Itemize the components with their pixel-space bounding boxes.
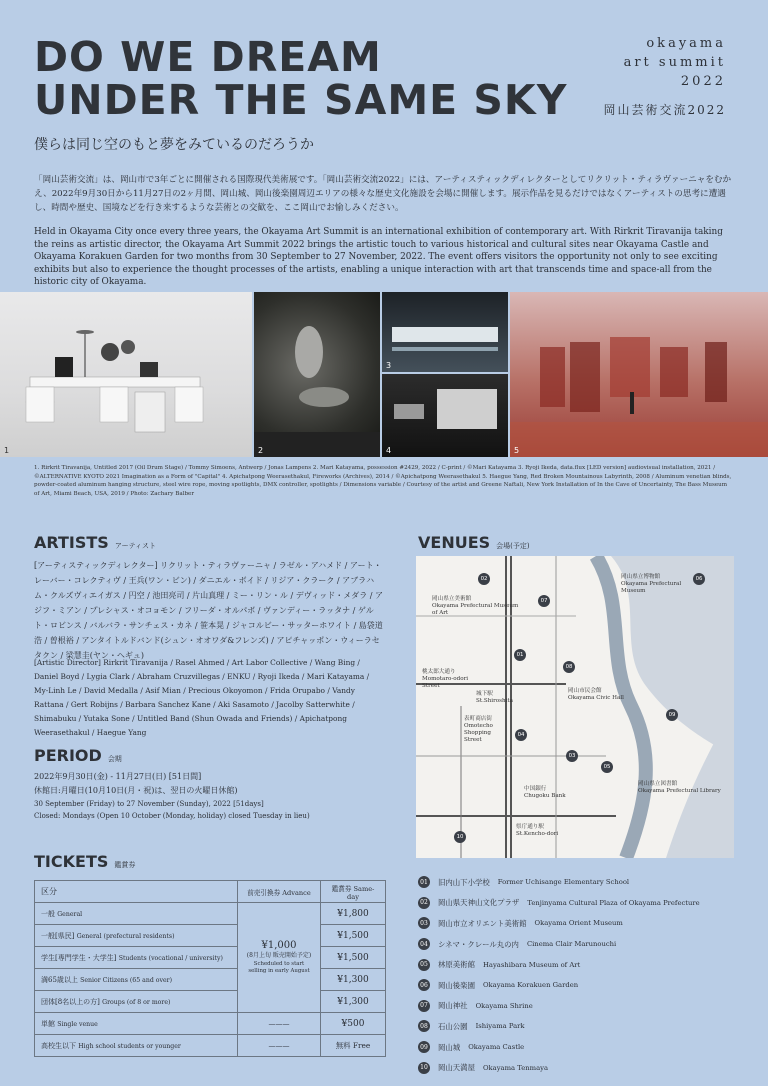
photo-number: 3 (386, 361, 392, 370)
col-category: 区分 (35, 881, 238, 903)
period-dates-jp: 2022年9月30日(金) - 11月27日(日) [51日間] (34, 772, 202, 781)
period-heading-jp: 会期 (107, 755, 122, 763)
ticket-category (35, 1035, 238, 1057)
period-text (34, 770, 384, 822)
advance-note-en: Scheduled to start selling in early August (248, 960, 310, 974)
ticket-category-jp: 高校生以下 (41, 1041, 76, 1050)
table-row (35, 947, 386, 969)
sameday-price: ¥1,500 (321, 947, 386, 969)
period-closed-jp: 休館日:月曜日(10月10日(月・祝)は、翌日の火曜日休館) (34, 786, 238, 795)
venues-heading (418, 533, 530, 552)
venue-name-jp: 岡山神社 (438, 1001, 468, 1011)
photo-fireworks (382, 374, 508, 457)
sameday-price: ¥1,500 (321, 925, 386, 947)
photo-number: 4 (386, 446, 392, 455)
ticket-category (35, 947, 238, 969)
drum-stage-illustration (0, 292, 252, 457)
venues-heading-jp: 会場(予定) (496, 542, 530, 550)
venue-name-jp: 岡山県天神山文化プラザ (438, 898, 520, 908)
map-pin-01: 01 (514, 649, 526, 661)
map-label-jp: 岡山市民会館 (568, 688, 602, 694)
map-label-en: St.Shiroshita (476, 698, 513, 704)
tickets-heading-jp: 鑑賞券 (114, 861, 136, 869)
map-label-en: Okayama Prefectural Museum of Art (432, 603, 519, 616)
sameday-price: ¥500 (321, 1013, 386, 1035)
map-label-library (638, 781, 728, 795)
list-item (418, 913, 738, 934)
map-pin-07: 07 (538, 595, 550, 607)
map-pin-05: 05 (601, 761, 613, 773)
venue-name-jp: 石山公園 (438, 1021, 468, 1031)
ticket-category-en: General (57, 910, 83, 918)
ticket-category-jp: 団体[8名以上の方] (41, 997, 100, 1006)
map-pin-03: 03 (566, 750, 578, 762)
venue-name-jp: シネマ・クレール丸の内 (438, 939, 519, 949)
col-sameday: 鑑賞券 Same-day (321, 881, 386, 903)
photo-number: 2 (258, 446, 264, 455)
venue-name-jp: 林原美術館 (438, 960, 475, 970)
venue-name-en: Okayama Tenmaya (482, 1063, 549, 1072)
table-row (35, 991, 386, 1013)
map-label-jp: 城下駅 (476, 691, 493, 697)
venues-heading-en: VENUES (418, 533, 491, 552)
list-item (418, 996, 738, 1017)
photo-data-flux (382, 292, 508, 372)
intro-jp: 「岡山芸術交流」は、岡山市で3年ごとに開催される国際現代美術展です。「岡山芸術交流2022」には、アーティスティックディレクターとしてリクリット・ティラヴァーニャをむかえ、2022年9月30日から11月27日の2ヶ月間、岡山城、岡山後楽園周辺エリアの様々な歴史文化施設を会場に開催します。展示作品を見るだけではなくアーティストの思考に遭遇し、時間や歴史、国境などを行き来するような芸術との交歓を、ここ岡山でお愉しみください。 (34, 175, 732, 213)
ticket-category-jp: 満65歳以上 (41, 975, 78, 984)
photo-number: 1 (4, 446, 10, 455)
ticket-category (35, 903, 238, 925)
map-label-chugoku-bank (524, 786, 584, 800)
map-label-jp: 岡山県立美術館 (432, 596, 472, 602)
period-heading-en: PERIOD (34, 746, 102, 765)
venue-number: 03 (418, 917, 430, 929)
ticket-category-jp: 一般[県民] (41, 931, 75, 940)
venue-number: 08 (418, 1020, 430, 1032)
photo-strip (0, 292, 768, 457)
map-label-en: Omotecho Shopping Street (464, 723, 493, 743)
title-line-2: UNDER THE SAME SKY (34, 76, 568, 124)
venue-name-jp: 岡山天満屋 (438, 1063, 475, 1073)
photo-caption: 1. Rirkrit Tiravanija, Untitled 2017 (Oil Drum Stage) / Tommy Simoens, Antwerp / Jonas Lampens 2. Mari Katayama, possession #2429, 2022 / C-print / ©Mari Katayama 3. Ryoji Ikeda, data.flux [LED version] audiovisual installation, 2021 / ©ALTERNATIVE KYOTO 2021 Imagination as a Form of "Capital" 4. Apichatpong Weerasethakul, Fireworks (Archives), 2014 / ©Apichatpong Weerasethakul 5. Haegue Yang, Red Broken Mountainous Labyrinth, 2008 / Aluminum venetian blinds, powder-coated aluminum hanging structure, steel wire rope, moving spotlights, DMX controller, spotlights / Dimensions variable / Courtesy of the artist and Greene Naftali, New York Installation of In the Cave of Uncertainty, The Bass Museum of Art, Miami Beach, USA, 2019 / Photo: Zachary Balber (34, 465, 732, 497)
screen-illustration (382, 374, 508, 457)
list-item (418, 872, 738, 893)
map-pin-10: 10 (454, 831, 466, 843)
map-label-en: Okayama Civic Hall (568, 695, 624, 701)
venue-number: 10 (418, 1062, 430, 1074)
ticket-table (34, 880, 386, 1057)
venue-name-en: Okayama Shrine (475, 1001, 533, 1010)
period-closed-en: Closed: Mondays (Open 10 October (Monday, holiday) closed Tuesday in lieu) (34, 812, 310, 820)
photo-labyrinth (510, 292, 768, 457)
list-item (418, 1016, 738, 1037)
ticket-category-jp: 単館 (41, 1019, 55, 1028)
ticket-category-en: Groups (of 8 or more) (102, 998, 171, 1006)
table-row (35, 1035, 386, 1057)
title-line-1: DO WE DREAM (34, 33, 382, 81)
artists-heading-en: ARTISTS (34, 533, 109, 552)
venue-name-en: Okayama Castle (468, 1043, 525, 1052)
map-label-shiroshita (476, 691, 526, 705)
ticket-header-row (35, 881, 386, 903)
figure-illustration (254, 292, 380, 457)
map-label-jp: 桃太郎大通り (422, 669, 456, 675)
ticket-category-en: Single venue (57, 1020, 98, 1028)
brand-line-3: 2022 (680, 74, 726, 89)
table-row (35, 969, 386, 991)
brand-line-2: art summit (623, 55, 726, 70)
col-advance: 前売引換券 Advance (238, 881, 321, 903)
map-label-pref-museum (432, 596, 522, 617)
map-label-en: Okayama Prefectural Library (638, 788, 721, 794)
ticket-category (35, 925, 238, 947)
map-label-jp: 中国銀行 (524, 786, 547, 792)
advance-note-jp: (8月上旬 販売開始予定) (246, 951, 312, 959)
venue-name-jp: 旧内山下小学校 (438, 877, 490, 887)
tickets-heading (34, 852, 135, 871)
period-heading (34, 746, 122, 765)
ticket-category-en: High school students or younger (78, 1042, 181, 1050)
photo-oil-drum-stage (0, 292, 252, 457)
table-row (35, 1013, 386, 1035)
map-label-en: Okayama Prefectural Museum (621, 581, 682, 594)
map-pin-02: 02 (478, 573, 490, 585)
list-item (418, 975, 738, 996)
list-item (418, 893, 738, 914)
sameday-price: ¥1,800 (321, 903, 386, 925)
map-label-civic-hall (568, 688, 648, 702)
venue-map (416, 556, 734, 858)
venue-number: 01 (418, 876, 430, 888)
venue-name-jp: 岡山市立オリエント美術館 (438, 918, 527, 928)
subtitle: 僕らは同じ空のもと夢をみているのだろうか (34, 137, 314, 153)
photo-number: 5 (514, 446, 520, 455)
ticket-category (35, 1013, 238, 1035)
ticket-category-jp: 一般 (41, 909, 55, 918)
venue-list (418, 872, 738, 1078)
ticket-category-jp: 学生[専門学生・大学生] (41, 953, 117, 962)
tickets-heading-en: TICKETS (34, 852, 109, 871)
venue-name-en: Hayashibara Museum of Art (482, 960, 581, 969)
list-item (418, 1037, 738, 1058)
ticket-category (35, 969, 238, 991)
intro-en: Held in Okayama City once every three years, the Okayama Art Summit is an international exhibition of contemporary art. With Rirkrit Tiravanija taking the reins as artistic director, the Okayama Art Summit 2022 brings the artistic touch to various historical and cultural sites near Okayama Castle and Okayama Korakuen Garden for two months from 30 September to 27 November, 2022. The event offers visitors the opportunity not only to see exciting exhibits but also to experience the thought processes of the artists, enabling a unique interaction with art that transcends time and space-all from the historic city of Okayama. (34, 227, 723, 288)
map-pin-08: 08 (563, 661, 575, 673)
venue-number: 06 (418, 979, 430, 991)
brand-line-1: okayama (646, 36, 726, 51)
brand-block (603, 34, 726, 120)
map-label-jp: 表町商店街 (464, 716, 492, 722)
artists-heading (34, 533, 156, 552)
artists-list-en: [Artistic Director] Rirkrit Tiravanija / Rasel Ahmed / Art Labor Collective / Wang Bing / Daniel Boyd / Lygia Clark / Abraham Cruzvillegas / ENKU / Ryoji Ikeda / Mari Katayama / My-Linh Le / David Medalla / Asif Mian / Precious Okoyomon / Frida Orupabo / Vandy Rattana / Gert Robijns / Barbara Sanchez Kane / Aki Sasamoto / Jacolby Satterwhite / Shimabuku / Yutaka Sone / Untitled Band (Shun Owada and Friends) / Apichatpong Weerasethakul / Haegue Yang (34, 658, 370, 737)
list-item (418, 934, 738, 955)
venue-number: 02 (418, 897, 430, 909)
map-label-jp: 岡山県立博物館 (621, 574, 661, 580)
sameday-price: ¥1,300 (321, 991, 386, 1013)
advance-dash: ——— (238, 1035, 321, 1057)
table-row (35, 903, 386, 925)
venue-number: 04 (418, 938, 430, 950)
advance-price: ¥1,000 (261, 939, 297, 951)
map-label-en: Chugoku Bank (524, 793, 566, 799)
map-label-en: Momotaro-odori Street (422, 676, 469, 689)
list-item (418, 954, 738, 975)
list-item (418, 1057, 738, 1078)
advance-dash: ——— (238, 1013, 321, 1035)
map-label-momotaro (422, 669, 482, 690)
venue-number: 05 (418, 959, 430, 971)
venue-name-en: Tenjinyama Cultural Plaza of Okayama Prefecture (527, 898, 700, 907)
venue-number: 09 (418, 1041, 430, 1053)
artists-heading-jp: アーティスト (114, 542, 157, 550)
artists-list-jp: [アーティスティックディレクター] リクリット・ティラヴァーニャ / ラゼル・アハメド / アート・レーバー・コレクティヴ / 王兵(ワン・ビン) / ダニエル・ボイド / リジア・クラーク / アブラハム・クルズヴィエイガス / 円空 / 池田亮司 / 片山真理 / ミー・リン・ル / デヴィッド・メダラ / アジフ・ミアン / プレシャス・オコョモン / フリーダ・オルパボ / ヴァンディー・ラッタナ / ゲルト・ロビンス / バルバラ・サンチェス・カネ / 笹本晃 / ジャコルビー・サッターホワイト / 島袋道浩 / 曽根裕 / アンタイトルドバンド(シュン・オオワダ&フレンズ) / アピチャッポン・ウィーラセタクン / 梁慧圭(ヤン・ヘギュ) (34, 561, 384, 660)
venue-name-en: Okayama Orient Museum (534, 919, 623, 928)
brand-jp: 岡山芸術交流2022 (603, 103, 726, 117)
ticket-category-en: General (prefectural residents) (76, 932, 175, 940)
photo-possession (254, 292, 380, 457)
venue-number: 07 (418, 1000, 430, 1012)
map-label-jp: 県庁通り駅 (516, 824, 544, 830)
table-row (35, 925, 386, 947)
page-title (34, 33, 568, 124)
map-pin-09: 09 (666, 709, 678, 721)
period-dates-en: 30 September (Friday) to 27 November (Sunday), 2022 [51days] (34, 800, 264, 808)
advance-price-cell (238, 903, 321, 1013)
blinds-illustration (510, 292, 768, 457)
venue-name-en: Okayama Korakuen Garden (482, 981, 579, 990)
map-label-en: St.Kencho-dori (516, 831, 559, 837)
led-illustration (382, 292, 508, 372)
venue-name-jp: 岡山城 (438, 1042, 461, 1052)
ticket-category-en: Senior Citizens (65 and over) (80, 976, 173, 984)
venue-name-jp: 岡山後楽園 (438, 980, 475, 990)
sameday-price: ¥1,300 (321, 969, 386, 991)
map-pin-04: 04 (515, 729, 527, 741)
map-label-kencho (516, 824, 576, 838)
map-label-jp: 岡山県立図書館 (638, 781, 678, 787)
map-label-pref-hakubutsukan (621, 574, 691, 595)
ticket-category (35, 991, 238, 1013)
map-pin-06: 06 (693, 573, 705, 585)
sameday-price: 無料 Free (321, 1035, 386, 1057)
venue-name-en: Cinema Clair Marunouchi (526, 940, 617, 949)
ticket-category-en: Students (vocational / university) (118, 954, 223, 962)
map-label-omotecho (464, 716, 500, 744)
venue-name-en: Ishiyama Park (475, 1022, 525, 1031)
venue-name-en: Former Uchisange Elementary School (497, 878, 630, 887)
